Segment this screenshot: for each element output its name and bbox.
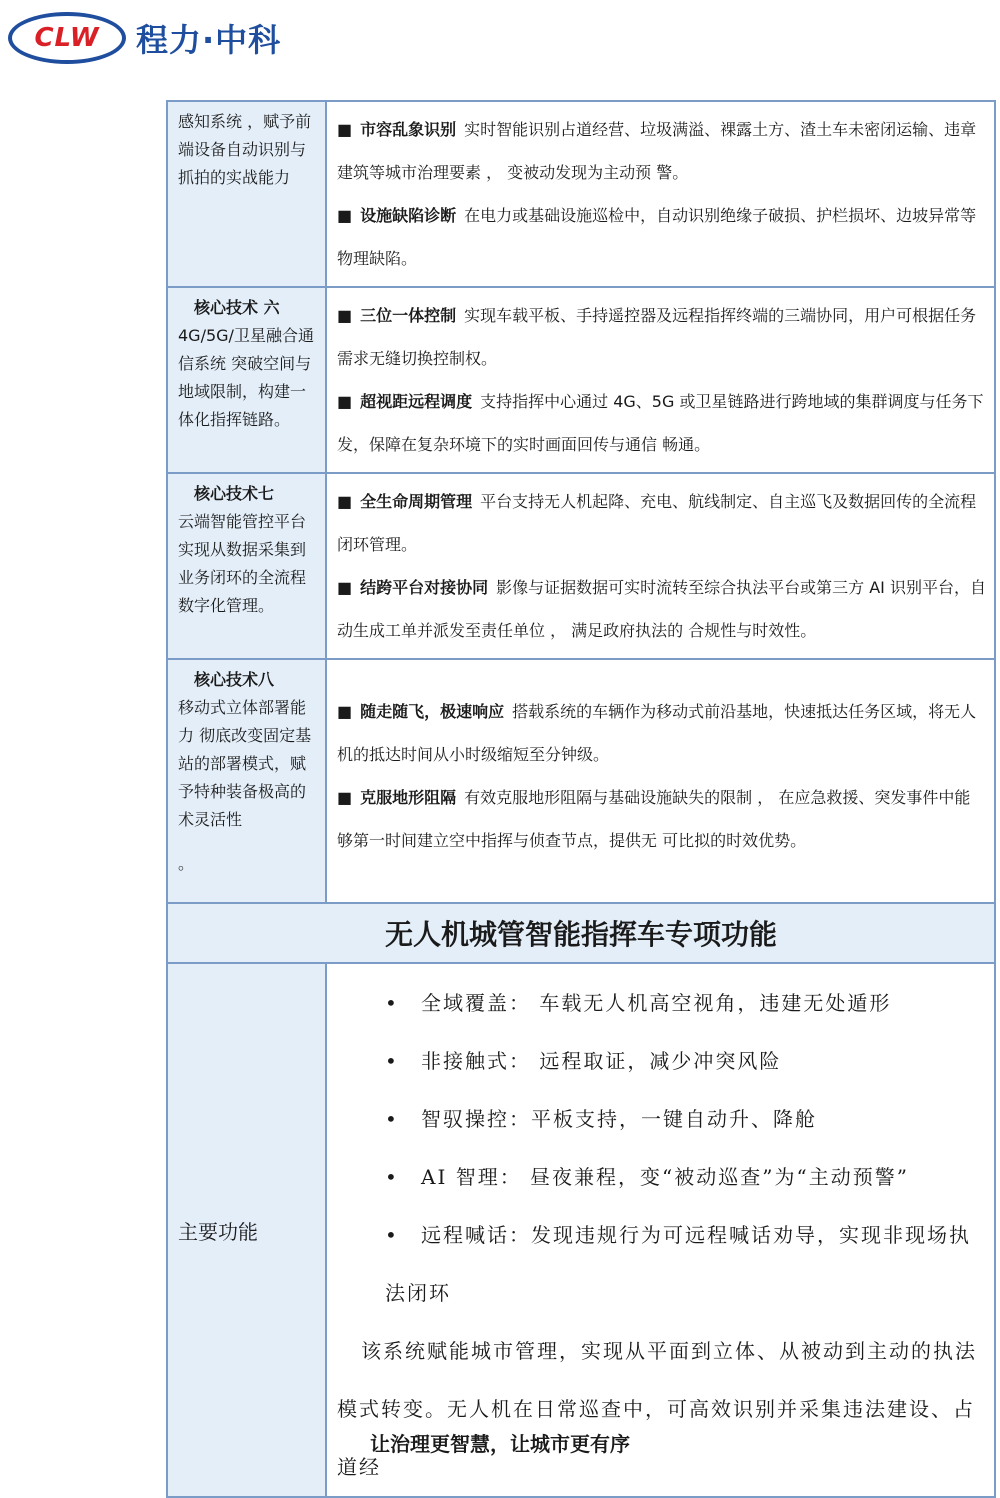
tech-left-cell <box>167 101 326 287</box>
feature-title: 克服地形阻隔 <box>360 788 457 807</box>
feature-title: 全生命周期管理 <box>360 492 473 511</box>
tech-desc: 云端智能管控平台 实现从数据采集到业务闭环的全流程数字化管理。 <box>178 512 307 615</box>
tech-desc: 4G/5G/卫星融合通信系统 突破空间与地域限制，构建一体化指挥链路。 <box>178 326 314 429</box>
square-bullet-icon: ■ <box>337 206 353 225</box>
feature-title: 三位一体控制 <box>360 306 457 325</box>
square-bullet-icon: ■ <box>337 788 353 807</box>
feature-text: 有效克服地形阻隔与基础设施缺失的限制 ， 在应急救援、突发事件中能够第一时间建立空中指挥与侦查节点，提供无 可比拟的时效优势。 <box>337 788 971 850</box>
feature-item <box>337 776 986 862</box>
bullet-icon: • <box>385 1223 399 1247</box>
feature-title: 随走随飞，极速响应 <box>360 702 505 721</box>
feature-text: 搭载系统的车辆作为移动式前沿基地，快速抵达任务区域，将无人机的抵达时间从小时级缩短至分钟级。 <box>337 702 977 764</box>
tech-table <box>166 100 996 1498</box>
feature-title: 设施缺陷诊断 <box>360 206 457 225</box>
function-bullet <box>337 1206 984 1322</box>
square-bullet-icon: ■ <box>337 392 353 411</box>
function-text: 全域覆盖： 车载无人机高空视角，违建无处遁形 <box>421 991 892 1015</box>
tech-left-cell <box>167 287 326 473</box>
footer-slogan: 让治理更智慧，让城市更有序 <box>370 1432 630 1456</box>
tech-trailing-mark: 。 <box>178 854 195 873</box>
logo-mark <box>8 12 126 64</box>
tech-right-cell <box>326 659 995 903</box>
tech-left-cell <box>167 659 326 903</box>
tech-desc: 感知系统 ，赋予前端设备自动识别与抓拍的实战能力 <box>178 112 312 187</box>
bullet-icon: • <box>385 1107 399 1131</box>
bullet-icon: • <box>385 991 399 1015</box>
square-bullet-icon: ■ <box>337 578 353 597</box>
tech-title: 核心技术八 <box>194 670 275 689</box>
tech-title: 核心技术七 <box>194 484 275 503</box>
feature-item <box>337 108 986 194</box>
feature-title: 超视距远程调度 <box>360 392 473 411</box>
bullet-icon: • <box>385 1165 399 1189</box>
function-text: 非接触式： 远程取证，减少冲突风险 <box>421 1049 782 1073</box>
feature-text: 实时智能识别占道经营、垃圾满溢、裸露土方、渣土车未密闭运输、违章建筑等城市治理要素 ， 变被动发现为主动预 警。 <box>337 120 977 182</box>
tech-row <box>167 287 995 473</box>
feature-text: 实现车载平板、手持遥控器及远程指挥终端的三端协同，用户可根据任务需求无缝切换控制权。 <box>337 306 977 368</box>
tech-left-cell <box>167 473 326 659</box>
feature-item <box>337 194 986 280</box>
section-title: 无人机城管智能指挥车专项功能 <box>167 903 995 963</box>
function-bullet <box>337 1032 984 1090</box>
function-text: 远程喊话：发现违规行为可远程喊话劝导，实现非现场执法闭环 <box>385 1223 971 1305</box>
tech-desc: 移动式立体部署能力 彻底改变固定基站的部署模式，赋予特种装备极高的术灵活性 <box>178 698 312 829</box>
feature-title: 市容乱象识别 <box>360 120 457 139</box>
feature-item <box>337 566 986 652</box>
function-bullet <box>337 974 984 1032</box>
square-bullet-icon: ■ <box>337 306 353 325</box>
feature-item <box>337 480 986 566</box>
function-paragraph: 该系统赋能城市管理，实现从平面到立体、从被动到主动的执法模式转变。无人机在日常巡查中，可高效识别并采集违法建设、占道经 <box>337 1339 977 1479</box>
tech-row <box>167 101 995 287</box>
function-content <box>326 963 995 1497</box>
function-text: 智驭操控：平板支持，一键自动升、降舱 <box>421 1107 817 1131</box>
feature-item <box>337 690 986 776</box>
brand-logo <box>8 10 281 66</box>
feature-title: 结跨平台对接协同 <box>360 578 489 597</box>
tech-row <box>167 473 995 659</box>
section-row <box>167 903 995 963</box>
function-row <box>167 963 995 1497</box>
feature-item <box>337 380 986 466</box>
square-bullet-icon: ■ <box>337 120 353 139</box>
function-bullet <box>337 1148 984 1206</box>
bullet-icon: • <box>385 1049 399 1073</box>
tech-title: 核心技术 六 <box>194 298 280 317</box>
feature-text: 在电力或基础设施巡检中，自动识别绝缘子破损、护栏损坏、边坡异常等物理缺陷。 <box>337 206 977 268</box>
feature-text: 影像与证据数据可实时流转至综合执法平台或第三方 AI 识别平台，自动生成工单并派发至责任单位 ， 满足政府执法的 合规性与时效性。 <box>337 578 986 640</box>
logo-text: 程力·中科 <box>136 21 282 59</box>
tech-row <box>167 659 995 903</box>
function-bullet <box>337 1090 984 1148</box>
feature-text: 支持指挥中心通过 4G、5G 或卫星链路进行跨地域的集群调度与任务下发，保障在复杂环境下的实时画面回传与通信 畅通。 <box>337 392 984 454</box>
feature-text: 平台支持无人机起降、充电、航线制定、自主巡飞及数据回传的全流程闭环管理。 <box>337 492 977 554</box>
feature-item <box>337 294 986 380</box>
function-text: AI 智理： 昼夜兼程，变“被动巡查”为“主动预警” <box>421 1165 909 1189</box>
square-bullet-icon: ■ <box>337 492 353 511</box>
tech-right-cell <box>326 101 995 287</box>
function-label: 主要功能 <box>167 963 326 1497</box>
tech-right-cell <box>326 473 995 659</box>
logo-mark-text: CLW <box>34 23 100 53</box>
square-bullet-icon: ■ <box>337 702 353 721</box>
tech-right-cell <box>326 287 995 473</box>
